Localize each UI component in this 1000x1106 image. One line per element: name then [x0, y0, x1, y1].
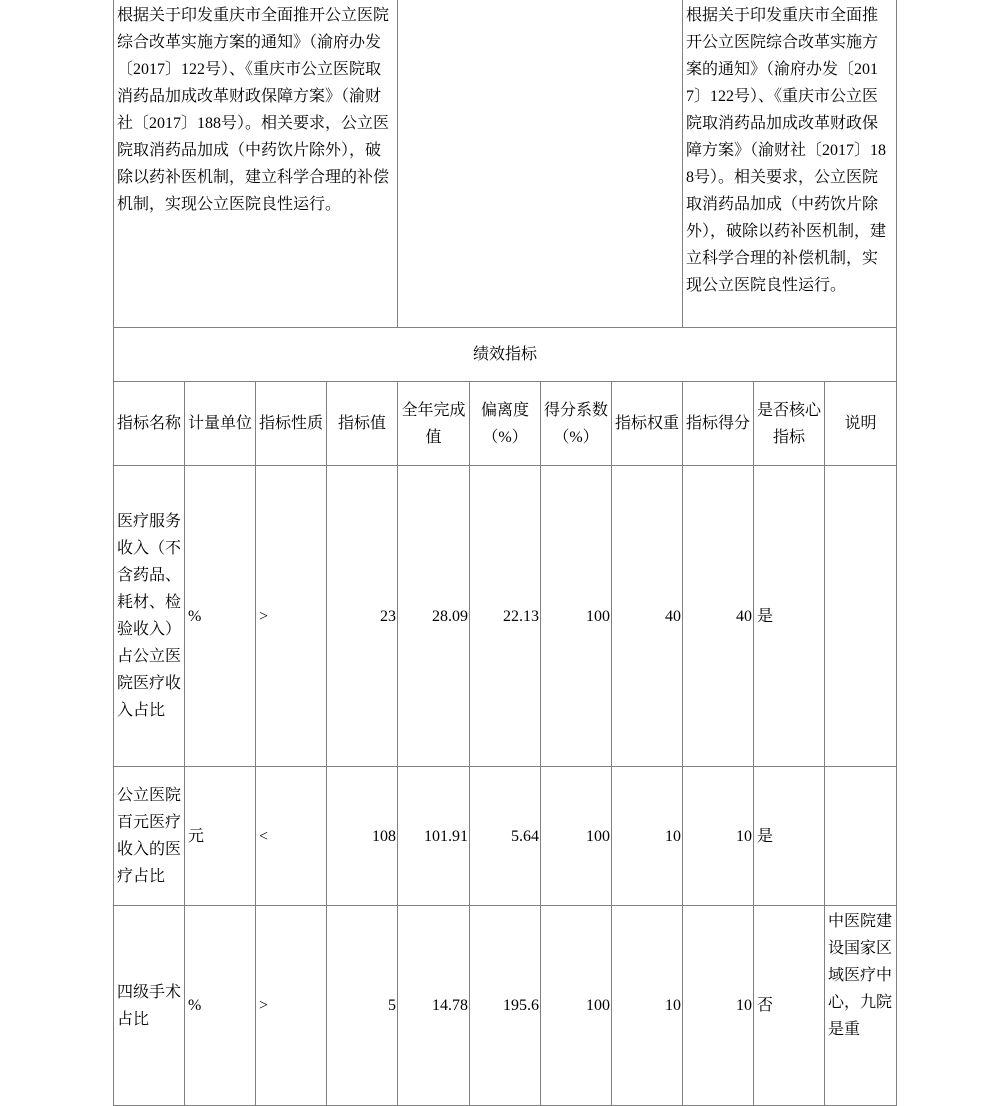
- header-cell: 得分系数（%）: [541, 382, 612, 466]
- score: 10: [683, 906, 754, 1106]
- core-indicator: 是: [754, 767, 825, 906]
- score-coefficient: 100: [541, 767, 612, 906]
- score: 40: [683, 466, 754, 767]
- deviation: 5.64: [470, 767, 541, 906]
- table-row: [114, 767, 897, 906]
- score-coefficient: 100: [541, 466, 612, 767]
- actual-value: 28.09: [398, 466, 470, 767]
- section-title: 绩效指标: [114, 328, 897, 382]
- weight: 10: [612, 906, 683, 1106]
- indicator-name: 医疗服务收入（不含药品、耗材、检验收入）占公立医院医疗收入占比: [114, 466, 185, 767]
- core-indicator: 否: [754, 906, 825, 1106]
- note: [825, 767, 897, 906]
- header-cell: 全年完成值: [398, 382, 470, 466]
- basis-right-cell: 根据关于印发重庆市全面推开公立医院综合改革实施方案的通知》（渝府办发〔2017〕122号）、《重庆市公立医院取消药品加成改革财政保障方案》（渝财社〔2017〕188号）。相关要求，公立医院取消药品加成（中药饮片除外），破除以药补医机制，建立科学合理的补偿机制，实现公立医院良性运行。: [683, 0, 897, 328]
- basis-left-cell: 根据关于印发重庆市全面推开公立医院综合改革实施方案的通知》（渝府办发〔2017〕122号）、《重庆市公立医院取消药品加成改革财政保障方案》（渝财社〔2017〕188号）。相关要求，公立医院取消药品加成（中药饮片除外），破除以药补医机制，建立科学合理的补偿机制，实现公立医院良性运行。: [114, 0, 398, 328]
- header-cell: 指标名称: [114, 382, 185, 466]
- table-row: [114, 466, 897, 767]
- weight: 10: [612, 767, 683, 906]
- table-row: [114, 906, 897, 1106]
- performance-table: [113, 0, 897, 1106]
- score-coefficient: 100: [541, 906, 612, 1106]
- note: [825, 466, 897, 767]
- target-value: 5: [327, 906, 398, 1106]
- deviation: 195.6: [470, 906, 541, 1106]
- header-cell: 偏离度（%）: [470, 382, 541, 466]
- header-row: [114, 382, 897, 466]
- nature: >: [256, 906, 327, 1106]
- indicator-name: 四级手术占比: [114, 906, 185, 1106]
- nature: <: [256, 767, 327, 906]
- header-cell: 指标权重: [612, 382, 683, 466]
- unit: %: [185, 466, 256, 767]
- actual-value: 14.78: [398, 906, 470, 1106]
- unit: %: [185, 906, 256, 1106]
- target-value: 23: [327, 466, 398, 767]
- header-cell: 计量单位: [185, 382, 256, 466]
- nature: >: [256, 466, 327, 767]
- actual-value: 101.91: [398, 767, 470, 906]
- target-value: 108: [327, 767, 398, 906]
- header-cell: 指标得分: [683, 382, 754, 466]
- note: 中医院建设国家区域医疗中心，九院是重: [825, 906, 897, 1106]
- header-cell: 指标值: [327, 382, 398, 466]
- deviation: 22.13: [470, 466, 541, 767]
- unit: 元: [185, 767, 256, 906]
- indicator-name: 公立医院百元医疗收入的医疗占比: [114, 767, 185, 906]
- core-indicator: 是: [754, 466, 825, 767]
- header-cell: 说明: [825, 382, 897, 466]
- header-cell: 指标性质: [256, 382, 327, 466]
- basis-middle-cell: [398, 0, 683, 328]
- weight: 40: [612, 466, 683, 767]
- score: 10: [683, 767, 754, 906]
- header-cell: 是否核心指标: [754, 382, 825, 466]
